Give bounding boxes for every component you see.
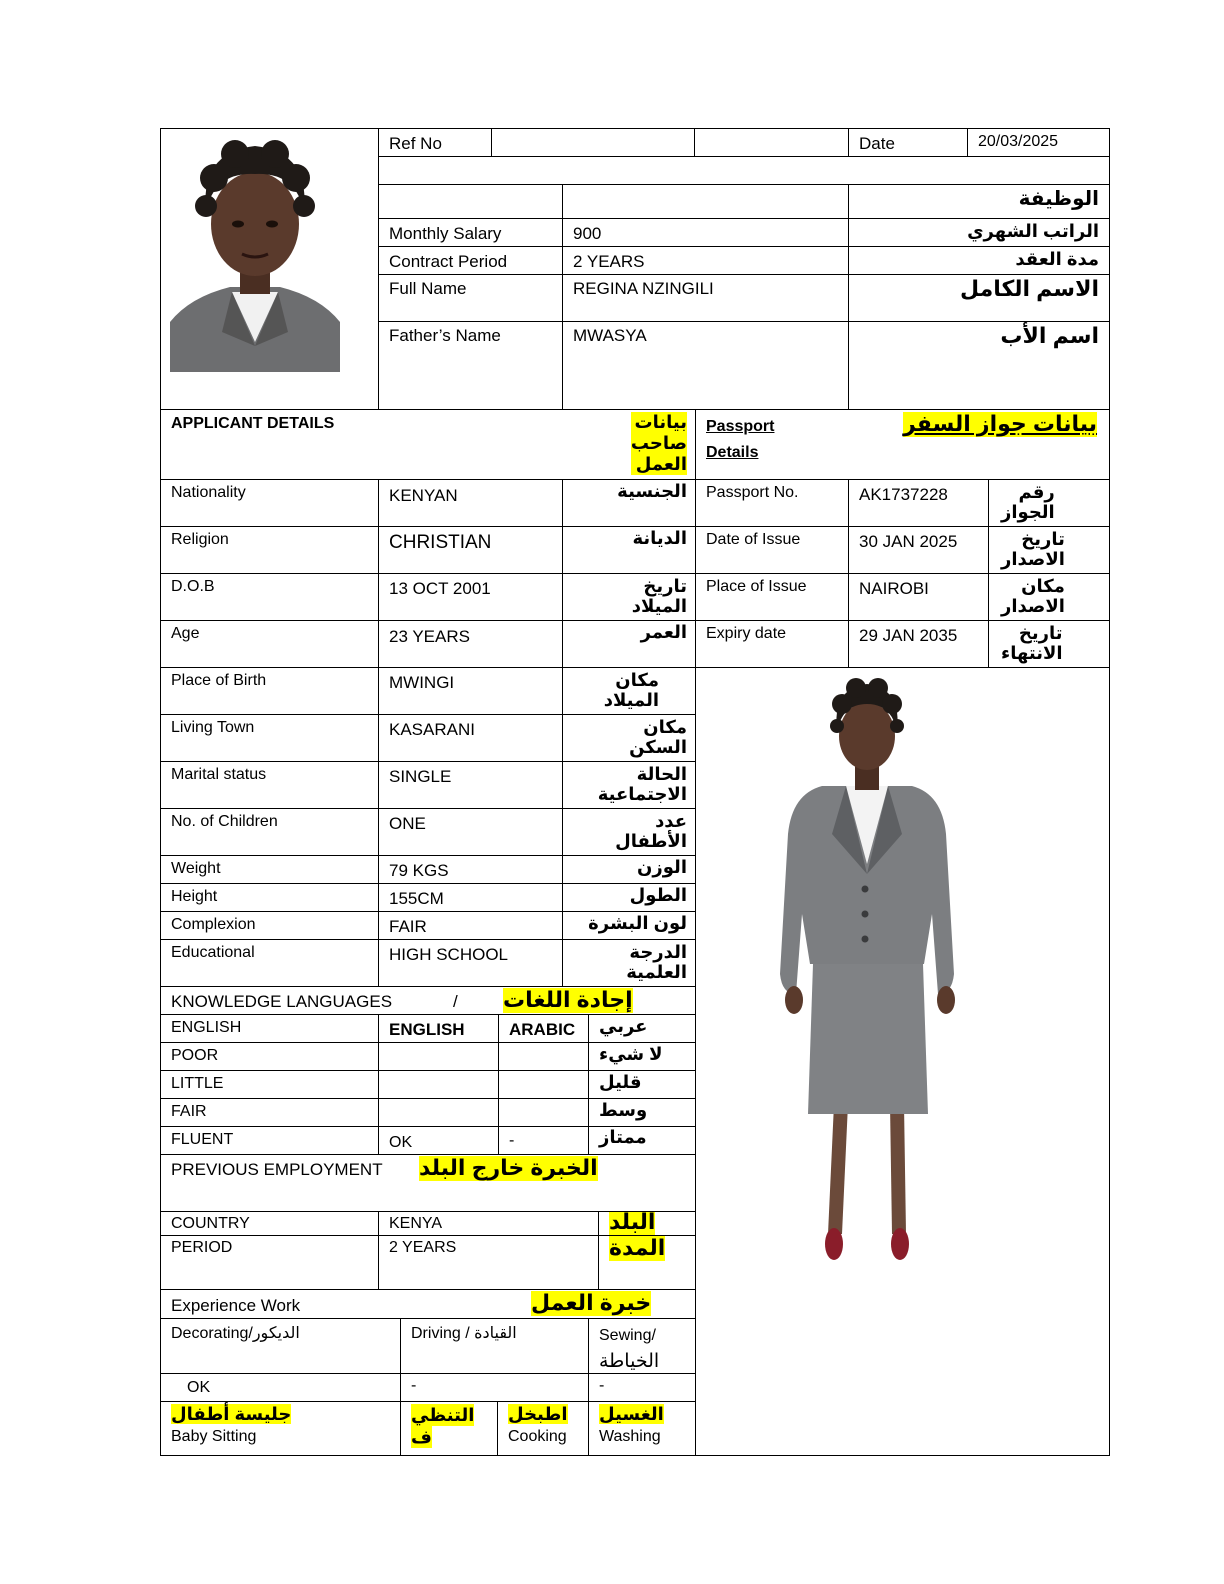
lang-row-fair-label: FAIR <box>160 1098 379 1127</box>
decorating-cell: Decorating/الديكور <box>160 1318 401 1374</box>
salary-value: 900 <box>573 224 602 243</box>
children-label-cell: No. of Children <box>160 808 379 856</box>
age-ar-cell: العمر <box>562 620 696 668</box>
salary-value-cell <box>562 218 849 247</box>
living-town-value-cell: KASARANI <box>378 714 563 762</box>
passport-details-ar: بيانات جواز السفر <box>903 411 1097 436</box>
religion-value-cell: CHRISTIAN <box>378 526 563 574</box>
lang-row-little-label: LITTLE <box>160 1070 379 1099</box>
marital-ar-cell: الحالة الاجتماعية <box>562 761 696 809</box>
marital-value-cell: SINGLE <box>378 761 563 809</box>
nationality-label-cell: Nationality <box>160 479 379 527</box>
dob-value-cell: 13 OCT 2001 <box>378 573 563 621</box>
lang-ar-fluent: ممتاز <box>588 1126 696 1155</box>
contract-value: 2 YEARS <box>573 252 645 271</box>
fullname-label: Full Name <box>389 279 467 298</box>
height-label-cell: Height <box>160 883 379 912</box>
lang-row-fluent-label: FLUENT <box>160 1126 379 1155</box>
passport-details-title: Passport Details <box>706 418 775 461</box>
lang-fluent-english-value: OK <box>378 1126 499 1155</box>
period-ar-cell: المدة <box>598 1235 696 1290</box>
birthplace-value-cell: MWINGI <box>378 667 563 715</box>
fullname-value-cell <box>562 274 849 322</box>
ref-value-field[interactable] <box>491 128 695 157</box>
baby-sitting-cell: جليسة أطفال Baby Sitting <box>160 1401 401 1456</box>
lang-ar-little: قليل <box>588 1070 696 1099</box>
issue-date-label-cell: Date of Issue <box>695 526 849 574</box>
nationality-value-cell: KENYAN <box>378 479 563 527</box>
religion-label-cell: Religion <box>160 526 379 574</box>
lang-poor-arabic-field[interactable] <box>498 1042 589 1071</box>
date-label: Date <box>859 134 895 153</box>
date-value: 20/03/2025 <box>978 133 1059 150</box>
languages-header <box>160 986 696 1015</box>
weight-ar-cell: الوزن <box>562 855 696 884</box>
date-value-cell <box>967 128 1110 157</box>
application-form <box>160 128 1110 1456</box>
employment-header <box>160 1154 696 1212</box>
birthplace-ar-cell: مكان الميلاد <box>562 667 696 715</box>
period-value-cell: 2 YEARS <box>378 1235 599 1290</box>
weight-label-cell: Weight <box>160 855 379 884</box>
issue-place-value-cell: NAIROBI <box>848 573 989 621</box>
blank-row <box>378 156 1110 185</box>
lang-little-english-field[interactable] <box>378 1070 499 1099</box>
contract-ar-label: مدة العقد <box>1015 249 1099 269</box>
full-body-photo-cell <box>695 667 1110 1456</box>
lang-poor-english-field[interactable] <box>378 1042 499 1071</box>
fullname-value: REGINA NZINGILI <box>573 279 714 298</box>
issue-date-ar-cell: تاريخ الاصدار <box>988 526 1110 574</box>
applicant-details-header <box>160 409 696 480</box>
issue-place-ar-cell: مكان الاصدار <box>988 573 1110 621</box>
date-label-cell <box>848 128 968 157</box>
contract-label: Contract Period <box>389 252 508 271</box>
education-value-cell: HIGH SCHOOL <box>378 939 563 987</box>
contract-ar-cell <box>848 246 1110 275</box>
children-ar-cell: عدد الأطفال <box>562 808 696 856</box>
employment-title: PREVIOUS EMPLOYMENT <box>171 1160 383 1179</box>
sewing-cell: Sewing/ الخياطة <box>588 1318 696 1374</box>
lang-ar-fair: وسط <box>588 1098 696 1127</box>
job-label-cell <box>378 184 563 219</box>
weight-value-cell: 79 KGS <box>378 855 563 884</box>
father-label: Father’s Name <box>389 326 501 345</box>
applicant-details-title: APPLICANT DETAILS <box>171 415 335 432</box>
ref-label: Ref No <box>389 134 442 153</box>
sewing-value-cell: - <box>588 1373 696 1402</box>
washing-cell: الغسيل Washing <box>588 1401 696 1456</box>
salary-ar-cell <box>848 218 1110 247</box>
nationality-ar-cell: الجنسية <box>562 479 696 527</box>
experience-header <box>160 1289 696 1319</box>
father-value-cell <box>562 321 849 410</box>
education-ar-cell: الدرجة العلمية <box>562 939 696 987</box>
fullname-label-cell <box>378 274 563 322</box>
cooking-cell: اطبخل Cooking <box>497 1401 589 1456</box>
children-value-cell: ONE <box>378 808 563 856</box>
issue-place-label-cell: Place of Issue <box>695 573 849 621</box>
driving-value-cell: - <box>400 1373 589 1402</box>
contract-value-cell <box>562 246 849 275</box>
lang-col-arabic: ARABIC <box>498 1014 589 1043</box>
languages-sep: / <box>453 992 458 1011</box>
lang-col-english: ENGLISH <box>378 1014 499 1043</box>
ref-label-cell <box>378 128 492 157</box>
salary-label: Monthly Salary <box>389 224 502 243</box>
lang-row-poor-label: POOR <box>160 1042 379 1071</box>
complexion-label-cell: Complexion <box>160 911 379 940</box>
marital-label-cell: Marital status <box>160 761 379 809</box>
dob-label-cell: D.O.B <box>160 573 379 621</box>
dob-ar-cell: تاريخ الميلاد <box>562 573 696 621</box>
lang-ar-poor: لا شيء <box>588 1042 696 1071</box>
lang-ar-english: عربي <box>588 1014 696 1043</box>
applicant-details-ar: بيانات صاحب العمل <box>630 412 687 474</box>
lang-row-english-label: ENGLISH <box>160 1014 379 1043</box>
complexion-ar-cell: لون البشرة <box>562 911 696 940</box>
country-label-cell: COUNTRY <box>160 1211 379 1236</box>
age-label-cell: Age <box>160 620 379 668</box>
decorating-value-cell: OK <box>160 1373 401 1402</box>
portrait-cell <box>160 128 379 410</box>
passport-no-ar-cell: رقم الجواز <box>988 479 1110 527</box>
languages-ar: إجادة اللغات <box>503 987 633 1012</box>
living-town-ar-cell: مكان السكن <box>562 714 696 762</box>
passport-details-header <box>695 409 1110 480</box>
languages-title: KNOWLEDGE LANGUAGES <box>171 992 393 1011</box>
employment-ar: الخبرة خارج البلد <box>419 1155 598 1180</box>
contract-label-cell <box>378 246 563 275</box>
salary-ar-label: الراتب الشهري <box>967 221 1099 241</box>
driving-cell: Driving / القيادة <box>400 1318 589 1374</box>
father-ar-label: اسم الأب <box>1000 323 1099 348</box>
education-label-cell: Educational <box>160 939 379 987</box>
fullname-ar-label: الاسم الكامل <box>959 276 1099 301</box>
height-ar-cell: الطول <box>562 883 696 912</box>
passport-no-value-cell: AK1737228 <box>848 479 989 527</box>
salary-label-cell <box>378 218 563 247</box>
lang-fair-english-field[interactable] <box>378 1098 499 1127</box>
issue-date-value-cell: 30 JAN 2025 <box>848 526 989 574</box>
job-ar-label: الوظيفة <box>1018 188 1099 210</box>
religion-ar-cell: الديانة <box>562 526 696 574</box>
experience-ar: خبرة العمل <box>531 1290 652 1315</box>
lang-fluent-arabic-value: - <box>498 1126 589 1155</box>
complexion-value-cell: FAIR <box>378 911 563 940</box>
father-label-cell <box>378 321 563 410</box>
height-value-cell: 155CM <box>378 883 563 912</box>
country-value-cell: KENYA <box>378 1211 599 1236</box>
cleaning-cell: التنظي ف <box>400 1401 498 1456</box>
applicant-full-body-photo <box>762 674 982 1274</box>
country-ar-cell: البلد <box>598 1211 696 1236</box>
lang-little-arabic-field[interactable] <box>498 1070 589 1099</box>
fullname-ar-cell <box>848 274 1110 322</box>
passport-no-label-cell: Passport No. <box>695 479 849 527</box>
living-town-label-cell: Living Town <box>160 714 379 762</box>
age-value-cell: 23 YEARS <box>378 620 563 668</box>
ref-blank-cell <box>694 128 849 157</box>
father-ar-cell <box>848 321 1110 410</box>
expiry-ar-cell: تاريخ الانتهاء <box>988 620 1110 668</box>
father-value: MWASYA <box>573 326 647 345</box>
applicant-portrait <box>170 132 340 372</box>
job-ar-cell <box>848 184 1110 219</box>
lang-fair-arabic-field[interactable] <box>498 1098 589 1127</box>
birthplace-label-cell: Place of Birth <box>160 667 379 715</box>
job-value-field[interactable] <box>562 184 849 219</box>
period-label-cell: PERIOD <box>160 1235 379 1290</box>
experience-title: Experience Work <box>171 1296 301 1315</box>
expiry-label-cell: Expiry date <box>695 620 849 668</box>
expiry-value-cell: 29 JAN 2035 <box>848 620 989 668</box>
